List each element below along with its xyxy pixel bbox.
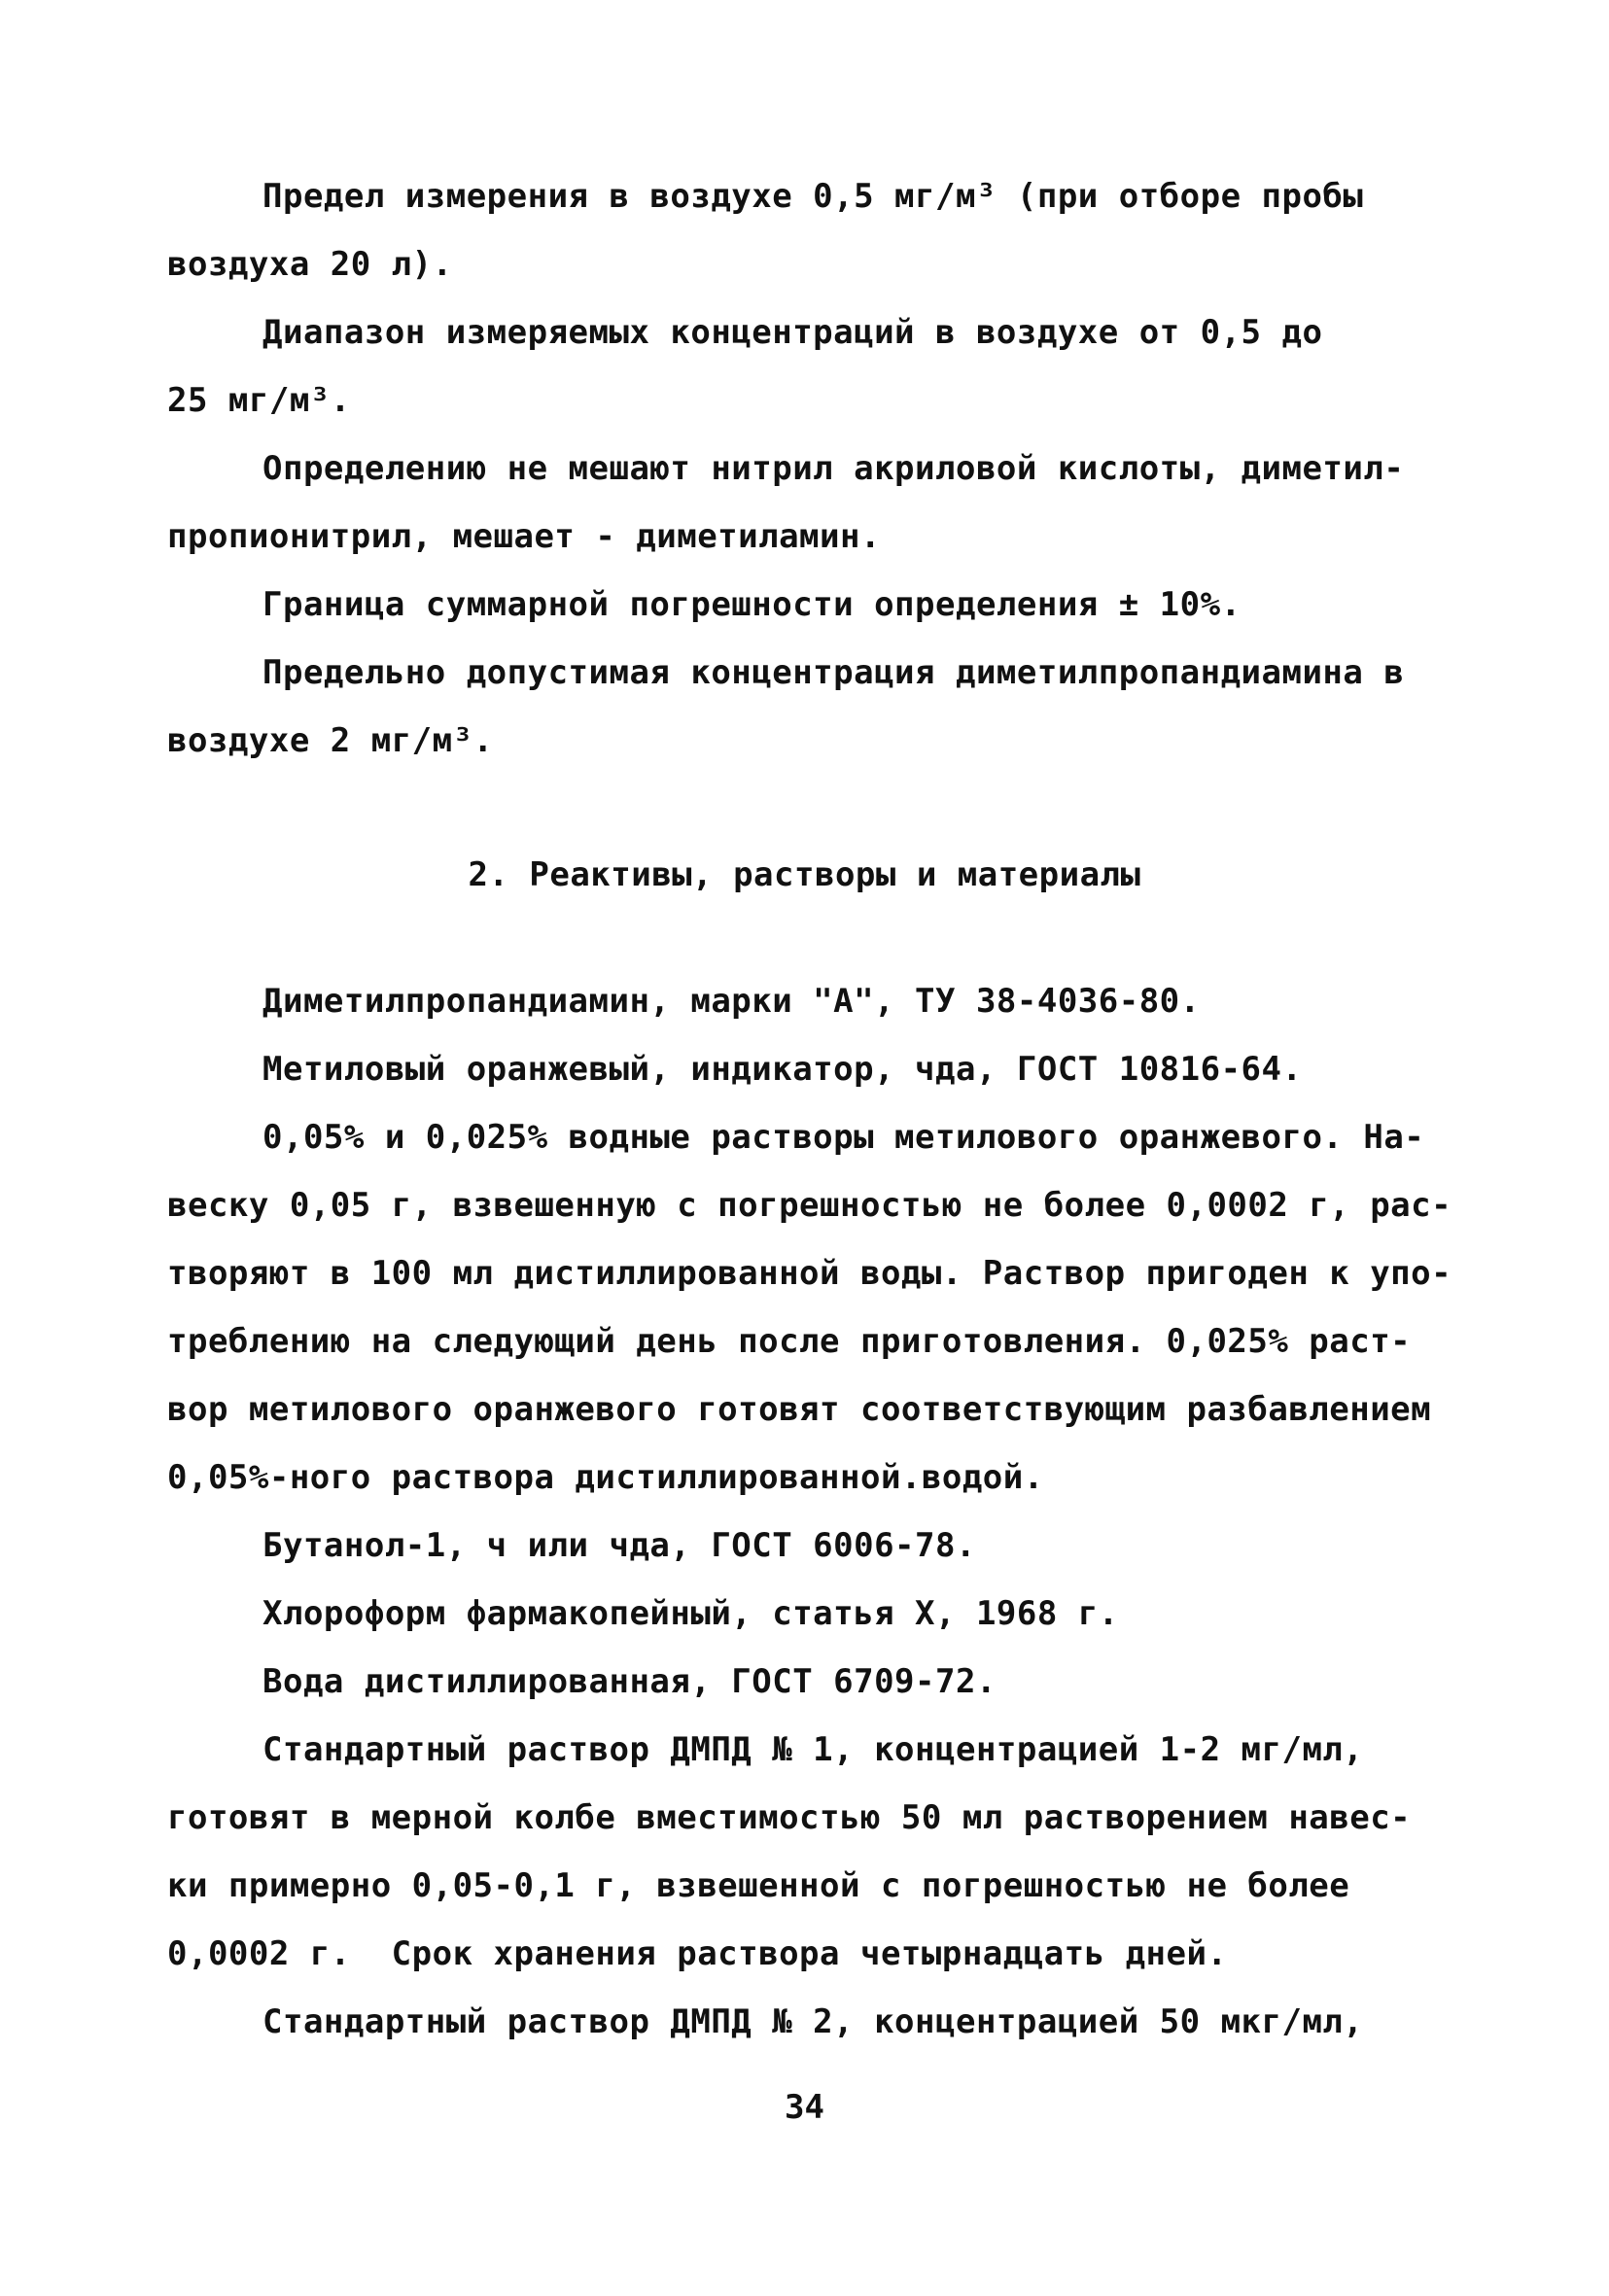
text-line: веску 0,05 г, взвешенную с погрешностью не более 0,0002 г, рас- [167, 1186, 1452, 1225]
text-line: Вода дистиллированная, ГОСТ 6709-72. [262, 1662, 997, 1701]
page-number: 34 [785, 2088, 824, 2127]
text-line: 0,05%-ного раствора дистиллированной.водой. [167, 1458, 1044, 1497]
text-line: Хлороформ фармакопейный, статья X, 1968 г. [262, 1594, 1119, 1633]
text-line: Диметилпропандиамин, марки "А", ТУ 38-4036-80. [262, 982, 1201, 1021]
text-line: вор метилового оранжевого готовят соответствующим разбавлением [167, 1390, 1432, 1429]
text-line: Граница суммарной погрешности определения ± 10%. [262, 585, 1242, 624]
text-line: Стандартный раствор ДМПД № 1, концентрацией 1-2 мг/мл, [262, 1730, 1364, 1769]
text-line: готовят в мерной колбе вместимостью 50 мл растворением навес- [167, 1798, 1412, 1837]
text-line: ки примерно 0,05-0,1 г, взвешенной с погрешностью не более [167, 1866, 1350, 1905]
text-line: 0,05% и 0,025% водные растворы метилового оранжевого. На- [262, 1118, 1425, 1157]
text-line: воздухе 2 мг/м³. [167, 721, 494, 760]
text-line: Стандартный раствор ДМПД № 2, концентрацией 50 мкг/мл, [262, 2002, 1364, 2041]
section-heading: 2. Реактивы, растворы и материалы [468, 855, 1141, 894]
text-line: 0,0002 г. Срок хранения раствора четырнадцать дней. [167, 1934, 1228, 1973]
text-line: Метиловый оранжевый, индикатор, чда, ГОСТ 10816-64. [262, 1050, 1303, 1089]
text-line: творяют в 100 мл дистиллированной воды. Раствор пригоден к упо- [167, 1254, 1452, 1293]
text-line: пропионитрил, мешает - диметиламин. [167, 517, 881, 556]
text-line: Предельно допустимая концентрация диметилпропандиамина в [262, 653, 1405, 692]
text-line: 25 мг/м³. [167, 381, 351, 420]
text-line: Определению не мешают нитрил акриловой кислоты, диметил- [262, 449, 1405, 488]
text-line: Бутанол-1, ч или чда, ГОСТ 6006-78. [262, 1526, 976, 1565]
text-line: воздуха 20 л). [167, 245, 453, 284]
text-line: треблению на следующий день после приготовления. 0,025% раст- [167, 1322, 1412, 1361]
text-line: Диапазон измеряемых концентраций в воздухе от 0,5 до [262, 313, 1323, 352]
text-line: Предел измерения в воздухе 0,5 мг/м³ (при отборе пробы [262, 177, 1364, 216]
